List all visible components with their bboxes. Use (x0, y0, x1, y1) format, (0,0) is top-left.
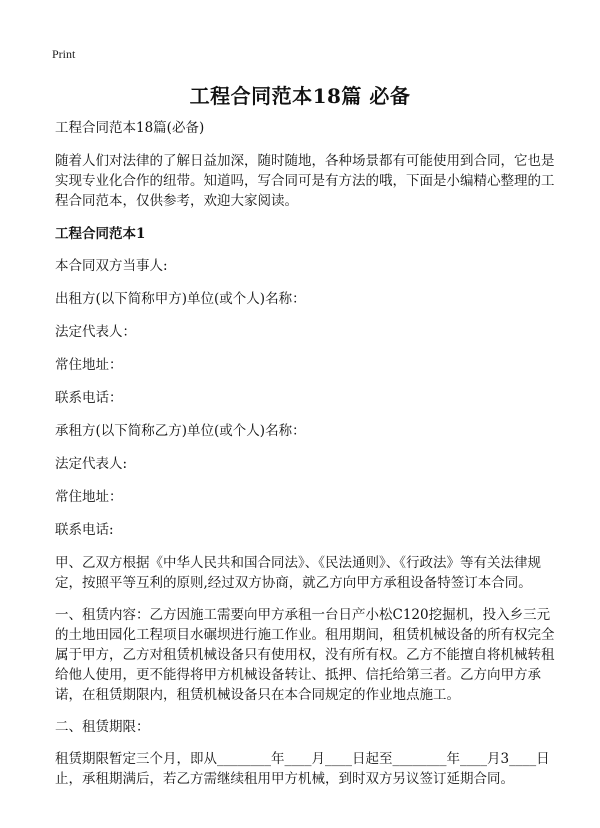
lease-content-paragraph: 一、租赁内容：乙方因施工需要向甲方承租一台日产小松C120挖掘机，投入乡三元的土地田园化工程项目水碾坝进行施工作业。租用期间，租赁机械设备的所有权完全属于甲方，乙方对租赁机械设备只有使用权，没有所有权。乙方不能擅自将机械转租给他人使用，更不能得将甲方机械设备转让、抵押、信托给第三者。乙方向甲方承诺，在租赁期限内，租赁机械设备只在本合同规定的作业地点施工。 (55, 607, 555, 703)
lessee-address-field: 常住地址： (55, 489, 123, 505)
lessor-address-field: 常住地址： (55, 357, 123, 373)
lessee-phone-field: 联系电话: (55, 522, 114, 538)
agreement-basis-paragraph: 甲、乙双方根据《中华人民共和国合同法》、《民法通则》、《行政法》等有关法律规定，按照平等互利的原则,经过双方协商，就乙方向甲方承租设备特签订本合同。 (55, 555, 541, 591)
section-heading: 工程合同范本1 (55, 226, 146, 242)
lessor-phone-field: 联系电话： (55, 390, 123, 406)
lessor-representative-field: 法定代表人： (55, 324, 136, 340)
document-subtitle: 工程合同范本18篇(必备) (55, 120, 205, 136)
lessee-name-field: 承租方(以下简称乙方)单位(或个人)名称： (55, 423, 306, 439)
document-body (55, 118, 555, 801)
intro-paragraph: 随着人们对法律的了解日益加深，随时随地，各种场景都有可能使用到合同，它也是实现专业化合作的纽带。知道吗，写合同可是有方法的哦，下面是小编精心整理的工程合同范本，仅供参考，欢迎大家阅读。 (55, 153, 555, 209)
lease-term-heading: 二、租赁期限： (55, 719, 150, 735)
party-intro-line: 本合同双方当事人: (55, 258, 168, 274)
document-title: 工程合同范本18篇 必备 (189, 84, 411, 108)
print-link[interactable]: Print (52, 47, 76, 61)
lessee-representative-field: 法定代表人: (55, 456, 128, 472)
lessor-name-field: 出租方(以下简称甲方)单位(或个人)名称： (55, 291, 306, 307)
lease-term-paragraph: 租赁期限暂定三个月，即从________年____月____日起至________年____月3____日止，承租期满后，若乙方需继续租用甲方机械，到时双方另议签订延期合同。 (55, 751, 550, 787)
